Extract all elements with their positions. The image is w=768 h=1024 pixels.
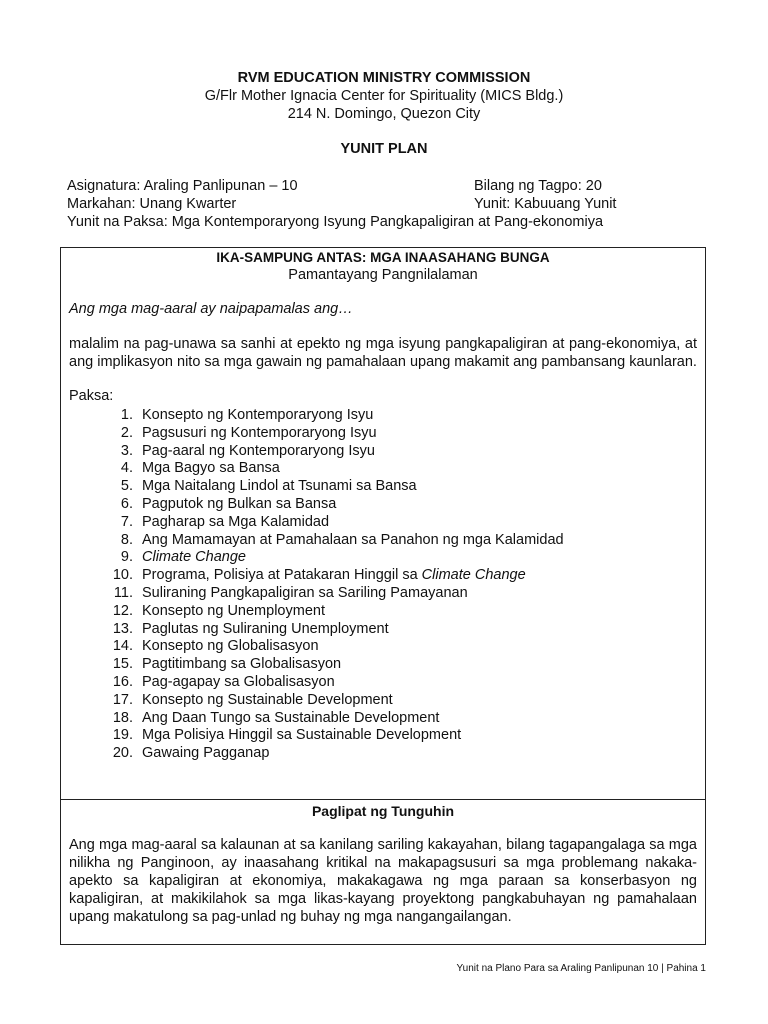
topic-text: Pag-agapay sa Globalisasyon: [142, 673, 335, 690]
topic-text: Mga Bagyo sa Bansa: [142, 460, 280, 477]
meta-yunit: Yunit: Kabuuang Yunit: [474, 196, 617, 212]
topic-item: [61, 478, 705, 496]
topic-number: 6.: [120, 495, 133, 512]
document-header: [0, 69, 768, 123]
topic-item: [61, 496, 705, 514]
topic-number: 11.: [113, 584, 133, 601]
topic-item: [61, 621, 705, 639]
topic-item: [61, 443, 705, 461]
topic-text: Pagsusuri ng Kontemporaryong Isyu: [142, 424, 377, 441]
topic-number: 18.: [112, 709, 133, 726]
meta-yunit-paksa: Yunit na Paksa: Mga Kontemporaryong Isyung Pangkapaligiran at Pang-ekonomiya: [67, 214, 604, 230]
topic-text: Ang Mamamayan at Pamahalaan sa Panahon ng mga Kalamidad: [142, 531, 564, 548]
page-footer: Yunit na Plano Para sa Araling Panlipunan 10 | Pahina 1: [456, 963, 706, 974]
section-title: Paglipat ng Tunguhin: [311, 803, 455, 819]
topic-item: [61, 532, 705, 550]
topics-list: [61, 407, 705, 763]
topic-item: [61, 727, 705, 745]
topic-text: Konsepto ng Unemployment: [142, 602, 325, 619]
topic-text: Programa, Polisiya at Patakaran Hinggil sa: [142, 567, 422, 584]
topic-number: 20.: [112, 745, 133, 762]
topic-item: [61, 460, 705, 478]
topic-text: Ang Daan Tungo sa Sustainable Development: [142, 709, 440, 726]
topic-item: [61, 407, 705, 425]
topic-number: 13.: [112, 620, 133, 637]
topic-text: Mga Naitalang Lindol at Tsunami sa Bansa: [142, 478, 417, 495]
transfer-goal-text: Ang mga mag-aaral sa kalaunan at sa kanilang sariling kakayahan, bilang tagapangalaga sa mga nilikha ng Panginoon, ay inaasahang kritikal na makapagsusuri sa mga problemang nakaka-apekto sa kapaligiran at ekonomiya, makakagawa ng mga paraan sa konserbasyon ng kapaligiran, at makikilahok sa mga likas-kayang proyektong pangkabuhayan ng pamahalaan upang makatulong sa pag-unlad ng buhay ng mga nangangailangan.: [69, 837, 697, 925]
meta-bilang: Bilang ng Tagpo: 20: [474, 178, 602, 194]
topic-number: 16.: [112, 673, 133, 690]
meta-markahan: Markahan: Unang Kwarter: [67, 196, 237, 212]
topic-text: Pagputok ng Bulkan sa Bansa: [142, 495, 337, 512]
topic-text: Gawaing Pagganap: [142, 745, 270, 762]
section-subtitle: Pamantayang Pangnilalaman: [288, 267, 478, 283]
organization-name: RVM EDUCATION MINISTRY COMMISSION: [237, 70, 531, 86]
plan-title: YUNIT PLAN: [340, 141, 428, 157]
topic-item: [61, 514, 705, 532]
topic-number: 10.: [112, 567, 133, 584]
topic-number: 1.: [120, 407, 133, 423]
address-line-2: 214 N. Domingo, Quezon City: [287, 106, 481, 122]
section-title: IKA-SAMPUNG ANTAS: MGA INAASAHANG BUNGA: [216, 250, 550, 265]
topic-text: Pagtitimbang sa Globalisasyon: [142, 656, 342, 673]
topic-number: 19.: [112, 727, 133, 744]
topic-number: 15.: [112, 656, 133, 673]
topic-number: 2.: [120, 424, 133, 441]
transfer-goal-box: [60, 799, 706, 945]
topics-label: Paksa:: [69, 388, 114, 404]
topic-number: 5.: [120, 478, 133, 495]
intro-statement: Ang mga mag-aaral ay naipapamalas ang…: [69, 301, 353, 317]
topic-item: [61, 710, 705, 728]
topic-number: 4.: [120, 460, 133, 477]
topic-text-italic: Climate Change: [421, 567, 526, 584]
meta-asignatura: Asignatura: Araling Panlipunan – 10: [67, 178, 298, 194]
expected-outcomes-box: [60, 247, 706, 800]
topic-text: Paglutas ng Suliraning Unemployment: [142, 620, 389, 637]
topic-text: Pagharap sa Mga Kalamidad: [142, 513, 330, 530]
topic-number: 12.: [112, 602, 133, 619]
topic-item: [61, 549, 705, 567]
topic-item: [61, 656, 705, 674]
topic-item: [61, 745, 705, 763]
content-standard: malalim na pag-unawa sa sanhi at epekto ng mga isyung pangkapaligiran at pang-ekonomiya, at ang implikasyon nito sa mga gawain ng pamahalaan upang makamit ang pambansang kaunlaran.: [69, 336, 697, 370]
topic-item: [61, 585, 705, 603]
topic-text: Konsepto ng Sustainable Development: [142, 691, 393, 708]
topic-number: 8.: [120, 531, 133, 548]
topic-number: 3.: [120, 442, 133, 459]
topic-text: Pag-aaral ng Kontemporaryong Isyu: [142, 442, 375, 459]
topic-number: 9.: [120, 549, 133, 566]
topic-text: Suliraning Pangkapaligiran sa Sariling Pamayanan: [142, 584, 468, 601]
topic-item: [61, 674, 705, 692]
topic-number: 14.: [112, 638, 133, 655]
topic-text: Konsepto ng Globalisasyon: [142, 638, 319, 655]
topic-item: [61, 425, 705, 443]
topic-text: Mga Polisiya Hinggil sa Sustainable Development: [142, 727, 462, 744]
topic-number: 7.: [120, 513, 133, 530]
topic-item: [61, 638, 705, 656]
topic-text-italic: Climate Change: [142, 549, 246, 566]
plan-meta: [67, 177, 667, 231]
topic-number: 17.: [112, 691, 133, 708]
address-line-1: G/Flr Mother Ignacia Center for Spirituality (MICS Bldg.): [204, 88, 564, 104]
topic-item: [61, 567, 705, 585]
topic-item: [61, 692, 705, 710]
topic-text: Konsepto ng Kontemporaryong Isyu: [142, 407, 374, 423]
topic-item: [61, 603, 705, 621]
